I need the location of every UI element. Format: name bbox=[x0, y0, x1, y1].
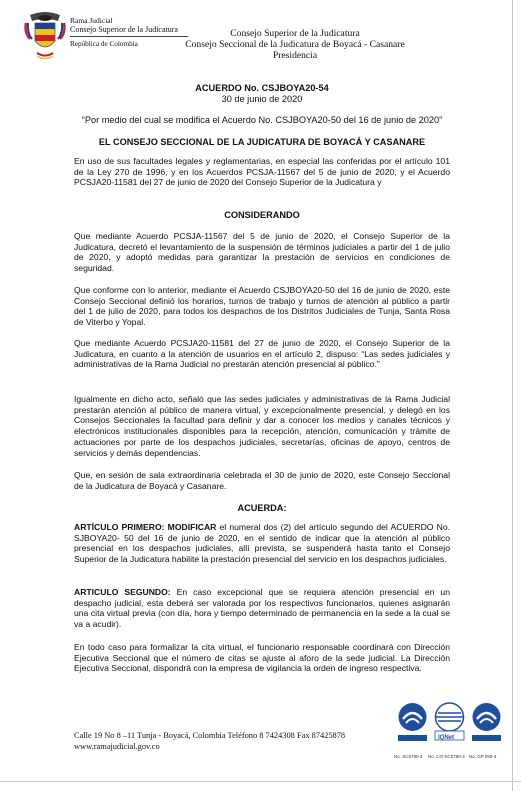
ntc-gp-1000-certification-icon bbox=[469, 697, 504, 757]
issuer-heading: EL CONSEJO SECCIONAL DE LA JUDICATURA DE BOYACÁ Y CASANARE bbox=[98, 137, 426, 147]
org-name: Consejo Superior de la Judicatura bbox=[230, 28, 360, 39]
cert-code-iso: No. SC5780-4 bbox=[394, 754, 423, 759]
article-2-lead: ARTICULO SEGUNDO: bbox=[74, 587, 171, 597]
document-title: ACUERDO No. CSJBOYA20-54 bbox=[195, 83, 329, 93]
org-office: Presidencia bbox=[272, 50, 318, 61]
article-1-text: el numeral dos (2) del artículo segundo del ACUERDO No. SJBOYA20- 50 del 16 de junio de 2020, en el sentido de indicar que la atención al público presencial en los despachos judiciales, allí prevista, se suspenderá hasta tanto el Consejo Superior de la Judicatura habilite la prestación presencial del servicio en los despachos judiciales. bbox=[74, 522, 450, 565]
cert-label-iso: ISO 9001 bbox=[398, 740, 418, 745]
considerando-heading: CONSIDERANDO bbox=[224, 210, 300, 220]
org-seccional: Consejo Seccional de la Judicatura de Boyacá - Casanare bbox=[185, 39, 405, 50]
logo-text-rama: Rama Judicial bbox=[70, 16, 113, 25]
footer-website: www.ramajudicial.gov.co bbox=[74, 742, 160, 751]
page-right-edge bbox=[512, 0, 513, 791]
considerando-paragraph-5: Que, en sesión de sala extraordinaria celebrada el 30 de junio de 2020, este Consejo Seccional de la Judicatura de Boyacá y Casanare. bbox=[74, 470, 450, 491]
preamble-paragraph: En uso de sus facultades legales y reglamentarias, en especial las conferidas por el artículo 101 de la Ley 270 de 1996, y en los Acuerdos PCSJA-11567 del 5 de junio de 2020, y el Acuerdo PCSJA20-11581 del 27 de junio de 2020 del Consejo Superior de la Judicatura y bbox=[74, 156, 450, 188]
article-1-lead: ARTÍCULO PRIMERO: MODIFICAR bbox=[74, 522, 217, 532]
logo-text-consejo: Consejo Superior de la Judicatura bbox=[70, 25, 178, 34]
logo-text-republica: República de Colombia bbox=[70, 40, 138, 48]
article-2-paragraph bbox=[74, 587, 450, 630]
cert-code-ntc: No. GP 059-4 bbox=[469, 754, 497, 759]
acuerda-heading: ACUERDA: bbox=[237, 503, 287, 513]
cert-label-iqnet: IQNet bbox=[438, 735, 455, 741]
considerando-paragraph-3: Que mediante Acuerdo PCSJA20-11581 del 27 de junio de 2020, el Consejo Superior de la Judicatura, en cuanto a la atención de usuarios en el artículo 2, dispuso: “Las sedes judiciales y administrativas de la Rama Judicial no prestarán atención presencial al público.” bbox=[74, 338, 450, 370]
considerando-paragraph-4: Igualmente en dicho acto, señaló que las sedes judiciales y administrativas de la Rama Judicial prestarán atención al público de manera virtual, y excepcionalmente presencial, y delegó en los Consejos Seccionales la facultad para definir y dar a conocer los medios y canales técnicos y electrónicos institucionales disponibles para la recepción, atención, comunicación y trámite de actuaciones por parte de los despachos judiciales, secretarías, oficinas de apoyo, centros de servicios y demás dependencias. bbox=[74, 394, 450, 458]
document-subtitle: “Por medio del cual se modifica el Acuerdo No. CSJBOYA20-50 del 16 de junio de 2020” bbox=[81, 115, 443, 125]
cert-label-ntc: NTC GP 1000 bbox=[470, 740, 499, 745]
page-bottom-edge bbox=[0, 781, 521, 782]
document-date: 30 de junio de 2020 bbox=[221, 94, 303, 104]
colombia-coat-of-arms-icon bbox=[24, 11, 66, 61]
iqnet-certification-icon bbox=[432, 697, 467, 757]
considerando-paragraph-1: Que mediante Acuerdo PCSJA-11567 del 5 de junio de 2020, el Consejo Superior de la Judicatura, decretó el levantamiento de la suspensión de términos judiciales a partir del 1 de julio de 2020, y adoptó medidas para garantizar la prestación de servicios en condiciones de seguridad. bbox=[74, 231, 450, 274]
article-2-text: En caso excepcional que se requiera atención presencial en un despacho judicial, esta deberá ser valorada por los respectivos funcionarios, quienes asignarán una cita virtual previa (con día, hora y tiempo determinado de permanencia en la sede a la cual se va a acudir). bbox=[74, 587, 450, 630]
cert-code-iqnet: No. CO-SC5780-4 bbox=[428, 754, 465, 759]
considerando-paragraph-2: Que conforme con lo anterior, mediante el Acuerdo CSJBOYA20-50 del 16 de junio de 2020, este Consejo Seccional definió los horarios, turnos de trabajo y turnos de atención al público a partir del 1 de julio de 2020, para todos los despachos de los Distritos Judiciales de Tunja, Santa Rosa de Viterbo y Yopal. bbox=[74, 285, 450, 328]
iso-9001-certification-icon bbox=[395, 697, 430, 757]
closing-paragraph: En todo caso para formalizar la cita virtual, el funcionario responsable coordinará con Dirección Ejecutiva Seccional que el número de citas se ajuste al aforo de la sede judicial. La Dirección Ejecutiva Seccional, dispondrá con la empresa de vigilancia la orden de ingreso respectiva. bbox=[74, 642, 450, 674]
article-1-paragraph bbox=[74, 522, 450, 565]
footer-address: Calle 19 No 8 –11 Tunja - Boyacá, Colombia Teléfono 8 7424308 Fax 87425878 bbox=[74, 731, 346, 740]
